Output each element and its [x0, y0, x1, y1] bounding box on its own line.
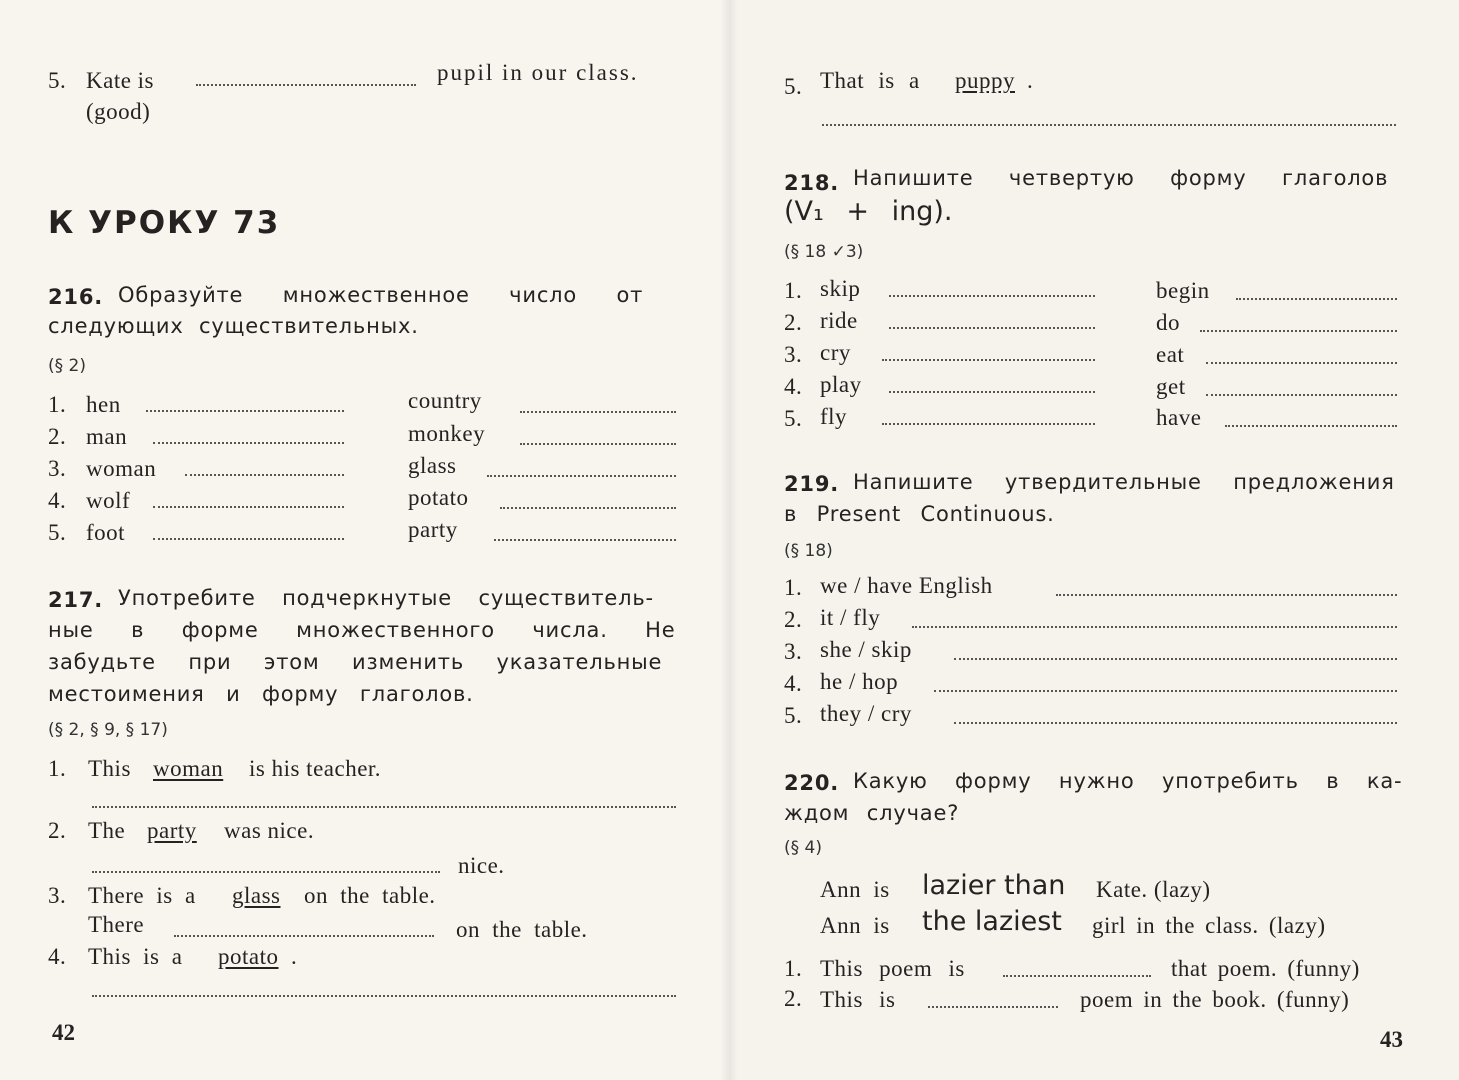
prompt-text: she / skip [820, 637, 912, 662]
answer-line [1206, 362, 1397, 364]
word: monkey [408, 421, 486, 446]
answer-line [928, 1006, 1058, 1008]
answer-line [185, 474, 344, 476]
item-number: 2. [784, 986, 803, 1011]
exercise-instruction: Напишите четвертую форму глаголов [853, 166, 1389, 190]
item-number: 3. [784, 639, 803, 664]
item-number: 5. [784, 74, 803, 99]
answer-line [882, 359, 1095, 361]
answer-line [92, 995, 676, 997]
exercise-number: 216. [48, 285, 104, 309]
section-reference: (§ 18 ✓3) [784, 242, 864, 262]
exercise-number: 220. [784, 771, 840, 795]
item-number: 2. [48, 818, 67, 843]
example-answer: the laziest [922, 906, 1062, 937]
item-number: 1. [48, 756, 67, 781]
exercise-instruction: Употребите подчеркнутые существитель- [118, 586, 654, 610]
example-text: Ann is [820, 877, 890, 902]
prompt-text: it / fly [820, 605, 881, 630]
sentence-part: The [88, 818, 126, 843]
answer-line [1206, 394, 1397, 396]
exercise-instruction: (V₁ + ing). [784, 196, 953, 227]
sentence-part: There is a [88, 883, 196, 908]
answer-line [146, 410, 344, 412]
answer-line [954, 658, 1397, 660]
item-number: 4. [48, 488, 67, 513]
sentence-part: This is a [88, 944, 183, 969]
word: skip [820, 276, 861, 301]
exercise-number: 218. [784, 171, 840, 195]
hint-text: (good) [86, 99, 151, 124]
answer-line [487, 475, 676, 477]
answer-line [92, 806, 676, 808]
sentence-part: This poem is [820, 956, 965, 981]
word: man [86, 424, 128, 449]
prompt-text: we / have English [820, 573, 993, 598]
answer-line [196, 84, 416, 86]
answer-line [153, 506, 344, 508]
page-number: 43 [1380, 1027, 1403, 1052]
word: fly [820, 404, 848, 429]
item-number: 1. [48, 392, 67, 417]
item-text: pupil in our class. [437, 60, 639, 85]
exercise-instruction: Напишите утвердительные предложения [853, 470, 1395, 494]
sentence-part: . [1027, 68, 1034, 93]
exercise-instruction: местоимения и форму глаголов. [48, 682, 474, 706]
example-text: girl in the class. (lazy) [1092, 913, 1326, 938]
answer-line [153, 538, 344, 540]
item-text: Kate is [86, 68, 155, 93]
section-reference: (§ 18) [784, 541, 833, 561]
sentence-part: on the table. [456, 917, 588, 942]
exercise-number: 217. [48, 588, 104, 612]
answer-line [889, 391, 1095, 393]
sentence-part: This is [820, 987, 896, 1012]
word: hen [86, 392, 121, 417]
item-number: 3. [48, 883, 67, 908]
sentence-part: is his teacher. [249, 756, 382, 781]
underlined-noun: potato [218, 944, 279, 969]
word: ride [820, 308, 858, 333]
answer-line [1056, 594, 1397, 596]
answer-line [889, 295, 1095, 297]
item-number: 4. [48, 944, 67, 969]
item-number: 5. [48, 520, 67, 545]
item-number: 4. [784, 671, 803, 696]
answer-line [954, 722, 1397, 724]
item-number: 1. [784, 278, 803, 303]
word: potato [408, 485, 469, 510]
item-number: 2. [784, 607, 803, 632]
answer-line [822, 124, 1396, 126]
word: play [820, 372, 862, 397]
answer-line [500, 507, 676, 509]
word: do [1156, 310, 1180, 335]
word: woman [86, 456, 157, 481]
word: glass [408, 453, 457, 478]
answer-line [174, 935, 434, 937]
item-number: 2. [48, 424, 67, 449]
item-number: 5. [784, 703, 803, 728]
item-number: 3. [784, 342, 803, 367]
answer-line [912, 626, 1397, 628]
item-number: 3. [48, 456, 67, 481]
item-number: 1. [784, 575, 803, 600]
word: cry [820, 340, 851, 365]
sentence-part: There [88, 912, 145, 937]
sentence-part: on the table. [304, 883, 436, 908]
answer-line [1225, 425, 1397, 427]
exercise-instruction: в Present Continuous. [784, 502, 1055, 526]
word: country [408, 388, 482, 413]
item-number: 1. [784, 956, 803, 981]
section-reference: (§ 2) [48, 356, 86, 376]
answer-line [1236, 298, 1397, 300]
answer-line [520, 443, 676, 445]
sentence-part: . [291, 944, 298, 969]
lesson-heading: К УРОКУ 73 [48, 205, 281, 241]
sentence-part: that poem. (funny) [1171, 956, 1360, 981]
answer-line [92, 871, 440, 873]
underlined-noun: glass [232, 883, 281, 908]
word: begin [1156, 278, 1210, 303]
example-text: Ann is [820, 913, 890, 938]
exercise-number: 219. [784, 472, 840, 496]
underlined-noun: puppy [955, 68, 1015, 93]
exercise-instruction: Образуйте множественное число от [118, 283, 644, 307]
word: foot [86, 520, 126, 545]
section-reference: (§ 4) [784, 838, 822, 858]
sentence-part: nice. [458, 853, 505, 878]
page-number: 42 [52, 1020, 75, 1045]
exercise-instruction: ждом случае? [784, 801, 960, 825]
item-number: 5. [48, 68, 67, 93]
example-text: Kate. (lazy) [1096, 877, 1211, 902]
item-number: 2. [784, 310, 803, 335]
sentence-part: That is a [820, 68, 920, 93]
answer-line [520, 411, 676, 413]
item-number: 5. [784, 406, 803, 431]
answer-line [934, 690, 1397, 692]
answer-line [153, 442, 344, 444]
word: eat [1156, 342, 1185, 367]
section-reference: (§ 2, § 9, § 17) [48, 720, 168, 740]
underlined-noun: woman [153, 756, 224, 781]
prompt-text: he / hop [820, 669, 899, 694]
answer-line [494, 539, 676, 541]
exercise-instruction: следующих существительных. [48, 314, 419, 338]
word: get [1156, 374, 1186, 399]
answer-line [1003, 975, 1151, 977]
answer-line [882, 423, 1095, 425]
word: wolf [86, 488, 131, 513]
exercise-instruction: забудьте при этом изменить указательные [48, 650, 663, 674]
prompt-text: they / cry [820, 701, 912, 726]
answer-line [1200, 330, 1397, 332]
sentence-part: was nice. [224, 818, 315, 843]
example-answer: lazier than [922, 870, 1066, 901]
underlined-noun: party [147, 818, 197, 843]
exercise-instruction: Какую форму нужно употребить в ка- [853, 769, 1403, 793]
sentence-part: This [88, 756, 131, 781]
page-gutter [720, 0, 738, 1080]
word: party [408, 517, 458, 542]
word: have [1156, 405, 1202, 430]
answer-line [889, 327, 1095, 329]
item-number: 4. [784, 374, 803, 399]
exercise-instruction: ные в форме множественного числа. Не [48, 618, 676, 642]
sentence-part: poem in the book. (funny) [1080, 987, 1350, 1012]
